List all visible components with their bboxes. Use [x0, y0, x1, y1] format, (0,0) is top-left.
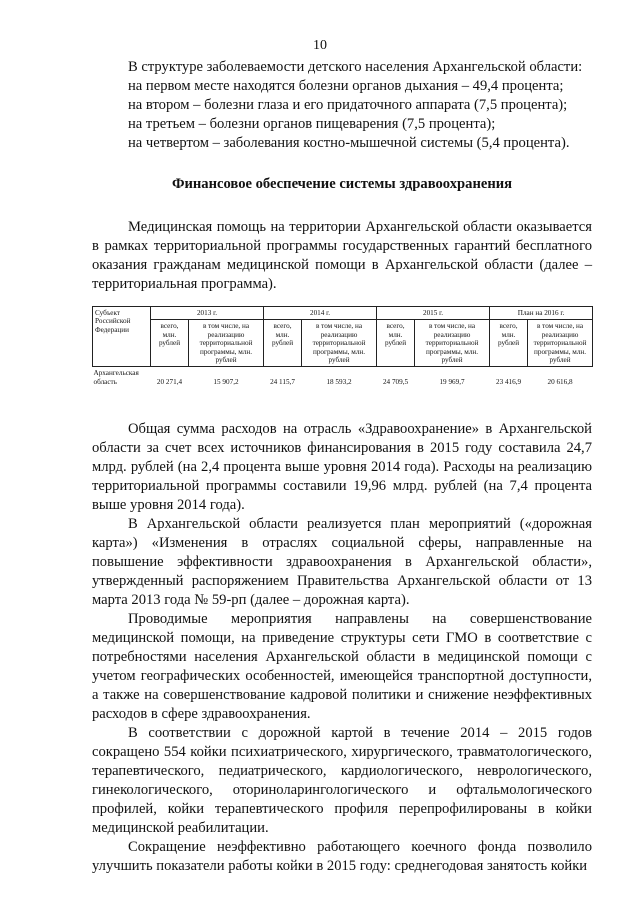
page-number: 10	[313, 38, 327, 53]
header-total: всего, млн. рублей	[490, 320, 528, 367]
header-program: в том числе, на реализацию территориальной программы, млн. рублей	[415, 320, 490, 367]
document-body	[92, 58, 592, 876]
intro-paragraph: В структуре заболеваемости детского населения Архангельской области:	[128, 59, 583, 75]
table-cell: 20 271,4	[156, 377, 183, 386]
cell-region: Архангельская область	[93, 369, 139, 386]
header-program: в том числе, на реализацию территориальной программы, млн. рублей	[528, 320, 593, 367]
table-row	[93, 367, 593, 392]
section-title: Финансовое обеспечение системы здравоохранения	[171, 176, 513, 192]
header-year-2016-plan: План на 2016 г.	[490, 307, 593, 320]
financing-table	[92, 306, 593, 392]
table-cell: 20 616,8	[547, 377, 573, 386]
table-cell: 18 593,2	[326, 377, 352, 386]
header-year-2015: 2015 г.	[377, 307, 490, 320]
header-program: в том числе, на реализацию территориальной программы, млн. рублей	[302, 320, 377, 367]
list-item: на первом месте находятся болезни органов дыхания – 49,4 процента;	[128, 78, 564, 94]
list-item: на четвертом – заболевания костно-мышечной системы (5,4 процента).	[128, 135, 570, 151]
paragraph: Проводимые мероприятия направлены на совершенствование медицинской помощи, на приведение структуры сети ГМО в соответствие с потребностями населения Архангельской области в медицинской помощи с учетом географических особенностей, имеющейся транспортной доступности, а также на совершенствование кадровой политики и снижение неэффективных расходов в сфере здравоохранения.	[92, 611, 592, 723]
header-year-2014: 2014 г.	[264, 307, 377, 320]
header-total: всего, млн. рублей	[264, 320, 302, 367]
table-cell: 19 969,7	[439, 377, 465, 386]
header-program: в том числе, на реализацию территориальной программы, млн. рублей	[189, 320, 264, 367]
header-total: всего, млн. рублей	[151, 320, 189, 367]
table-cell: 15 907,2	[213, 377, 239, 386]
table-cell: 24 709,5	[382, 377, 409, 386]
header-total: всего, млн. рублей	[377, 320, 415, 367]
paragraph: В Архангельской области реализуется план мероприятий («дорожная карта») «Изменения в отраслях социальной сферы, направленные на повышение эффективности здравоохранения в Архангельской области», утвержденный распоряжением Правительства Архангельской области от 13 марта 2013 года № 59-рп (далее – дорожная карта).	[92, 516, 592, 609]
header-year-2013: 2013 г.	[151, 307, 264, 320]
program-paragraph: Медицинская помощь на территории Архангельской области оказывается в рамках территориальной программы государственных гарантий бесплатного оказания гражданам медицинской помощи в Архангельской области (далее – территориальная программа).	[92, 219, 592, 292]
paragraph: Общая сумма расходов на отрасль «Здравоохранение» в Архангельской области за счет всех источников финансирования в 2015 году составила 24,7 млрд. рублей (на 2,4 процента выше уровня 2014 года). Расходы на реализацию территориальной программы составили 19,96 млрд. рублей (на 7,4 процента выше уровня 2014 года).	[92, 421, 592, 514]
paragraph: Сокращение неэффективно работающего коечного фонда позволило улучшить показатели работы койки в 2015 году: среднегодовая занятость койки	[92, 839, 592, 875]
table-cell: 23 416,9	[495, 377, 522, 386]
paragraph: В соответствии с дорожной картой в течение 2014 – 2015 годов сокращено 554 койки психиатрического, хирургического, травматологического, терапевтического, педиатрического, кардиологического, неврологического, гинекологического, оториноларингологического и офтальмологического профилей, койки терапевтического профиля перепрофилированы в койки медицинской реабилитации.	[92, 725, 592, 837]
header-subject: Субъект Российской Федерации	[93, 307, 151, 367]
list-item: на втором – болезни глаза и его придаточного аппарата (7,5 процента);	[128, 97, 568, 113]
list-item: на третьем – болезни органов пищеварения (7,5 процента);	[128, 116, 496, 132]
table-cell: 24 115,7	[270, 377, 295, 386]
